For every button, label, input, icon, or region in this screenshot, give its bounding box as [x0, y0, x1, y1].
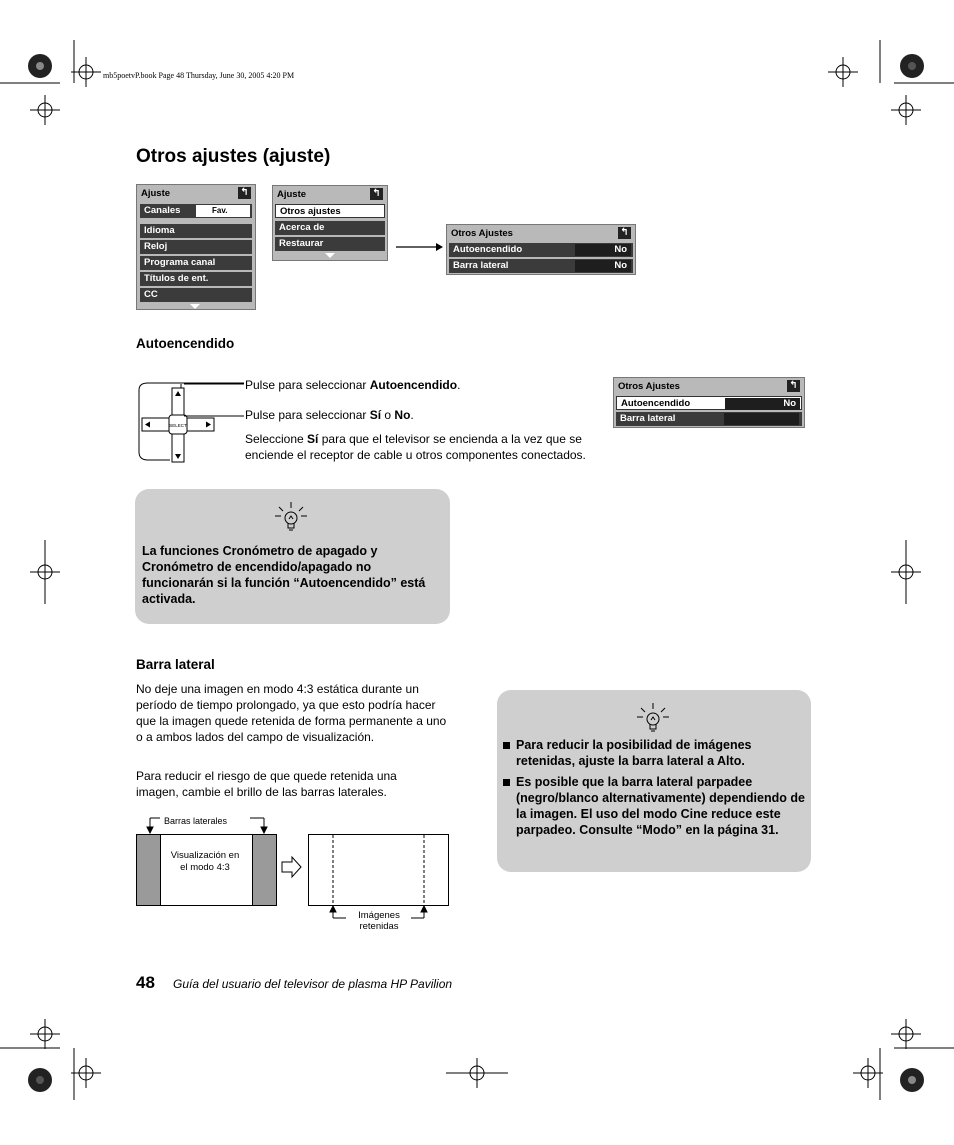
- crosshair-target-icon: [30, 540, 60, 604]
- scroll-down-icon: [190, 304, 200, 309]
- crosshair-target-icon: [71, 1058, 101, 1088]
- lightbulb-tip-icon: [274, 501, 308, 533]
- menu-title: Ajuste: [141, 188, 171, 199]
- scroll-down-icon: [325, 253, 335, 258]
- starburst-target-icon: [28, 54, 52, 78]
- crosshair-target-icon: [891, 95, 921, 125]
- crosshair-target-icon: [891, 1019, 921, 1049]
- menu-otros-ajustes-autoencendido: [613, 377, 805, 428]
- menu-otros-ajustes: [446, 224, 636, 275]
- return-icon[interactable]: ↰: [787, 380, 800, 392]
- section-heading-barra-lateral: Barra lateral: [136, 657, 215, 672]
- select-label: SELECT: [169, 423, 187, 428]
- crosshair-target-icon: [853, 1058, 883, 1088]
- diagram-label-imagenes-retenidas: Imágenes retenidas: [358, 910, 400, 932]
- diagram-label-visualizacion: Visualización en el modo 4:3: [170, 850, 240, 873]
- return-icon[interactable]: ↰: [618, 227, 631, 239]
- bullet-square-icon: [503, 742, 510, 749]
- menu-item-programa-canal[interactable]: Programa canal: [140, 256, 252, 270]
- print-header-note: mb5poetvP.book Page 48 Thursday, June 30, 2005 4:20 PM: [103, 71, 295, 80]
- menu-item-autoencendido[interactable]: Autoencendido No: [449, 243, 633, 257]
- menu-item-autoencendido[interactable]: Autoencendido No: [616, 396, 802, 410]
- menu-item-restaurar[interactable]: Restaurar: [275, 237, 385, 251]
- page-title: Otros ajustes (ajuste): [136, 146, 331, 167]
- barra-lateral-value: No: [575, 260, 631, 272]
- tip-bullet-2: Es posible que la barra lateral parpadee (negro/blanco alternativamente) dependiendo de la imagen. El uso del modo Cine reduce este parpadeo. Consulte “Modo” en la página 31.: [503, 774, 805, 838]
- barra-lateral-value: [724, 413, 799, 425]
- instruction-line-1: Pulse para seleccionar Autoencendido.: [245, 378, 461, 392]
- menu-title: Otros Ajustes: [451, 228, 513, 239]
- return-icon[interactable]: ↰: [238, 187, 251, 199]
- menu-item-titulos[interactable]: Títulos de ent.: [140, 272, 252, 286]
- starburst-target-icon: [900, 1068, 924, 1092]
- crosshair-target-icon: [30, 95, 60, 125]
- menu-title: Ajuste: [277, 189, 307, 200]
- return-icon[interactable]: ↰: [370, 188, 383, 200]
- starburst-target-icon: [900, 54, 924, 78]
- fav-badge: Fav.: [196, 205, 250, 217]
- crosshair-target-icon: [30, 1019, 60, 1049]
- bullet-square-icon: [503, 779, 510, 786]
- crosshair-target-icon: [446, 1058, 508, 1088]
- right-arrow-icon: [396, 241, 444, 253]
- menu-item-canales[interactable]: Canales Fav.: [140, 204, 252, 218]
- menu-ajuste-main: [136, 184, 256, 310]
- starburst-target-icon: [28, 1068, 52, 1092]
- crosshair-target-icon: [891, 540, 921, 604]
- menu-title: Otros Ajustes: [618, 381, 680, 392]
- instruction-line-3: Seleccione Sí para que el televisor se encienda a la vez que se enciende el receptor de cable u otros componentes conectados.: [245, 432, 586, 462]
- diagram-label-barras-laterales: Barras laterales: [164, 816, 228, 826]
- crosshair-target-icon: [71, 57, 101, 87]
- tip-bullet-1: Para reducir la posibilidad de imágenes retenidas, ajuste la barra lateral a Alto.: [503, 737, 805, 769]
- paragraph-2: Para reducir el riesgo de que quede retenida una imagen, cambie el brillo de las barras laterales.: [136, 769, 397, 799]
- menu-item-cc[interactable]: CC: [140, 288, 252, 302]
- page-number: 48: [136, 973, 155, 992]
- paragraph-1: No deje una imagen en modo 4:3 estática durante un período de tiempo prolongado, ya que esto podría hacer que la imagen quede retenida de forma permanente a uno o a ambos lados del campo de visualización.: [136, 682, 447, 744]
- crosshair-target-icon: [828, 57, 858, 87]
- menu-item-barra-lateral[interactable]: Barra lateral No: [449, 259, 633, 273]
- menu-item-barra-lateral[interactable]: Barra lateral: [616, 412, 802, 426]
- lightbulb-tip-icon: [636, 702, 670, 734]
- remote-control-dpad-icon: [136, 380, 248, 466]
- footer-text: Guía del usuario del televisor de plasma HP Pavilion: [173, 977, 453, 991]
- autoencendido-value: No: [725, 398, 800, 410]
- menu-item-reloj[interactable]: Reloj: [140, 240, 252, 254]
- autoencendido-value: No: [575, 244, 631, 256]
- tip-box-autoencendido: [135, 489, 450, 624]
- menu-ajuste-sub: [272, 185, 388, 261]
- menu-item-acerca-de[interactable]: Acerca de: [275, 221, 385, 235]
- section-heading-autoencendido: Autoencendido: [136, 336, 235, 351]
- tip-box-barra-lateral: [497, 690, 811, 872]
- menu-item-otros-ajustes[interactable]: Otros ajustes: [275, 204, 385, 218]
- tip-text: La funciones Cronómetro de apagado y Cronómetro de encendido/apagado no funcionarán si la función “Autoencendido” está activada.: [142, 544, 426, 606]
- menu-item-idioma[interactable]: Idioma: [140, 224, 252, 238]
- instruction-line-2: Pulse para seleccionar Sí o No.: [245, 408, 414, 422]
